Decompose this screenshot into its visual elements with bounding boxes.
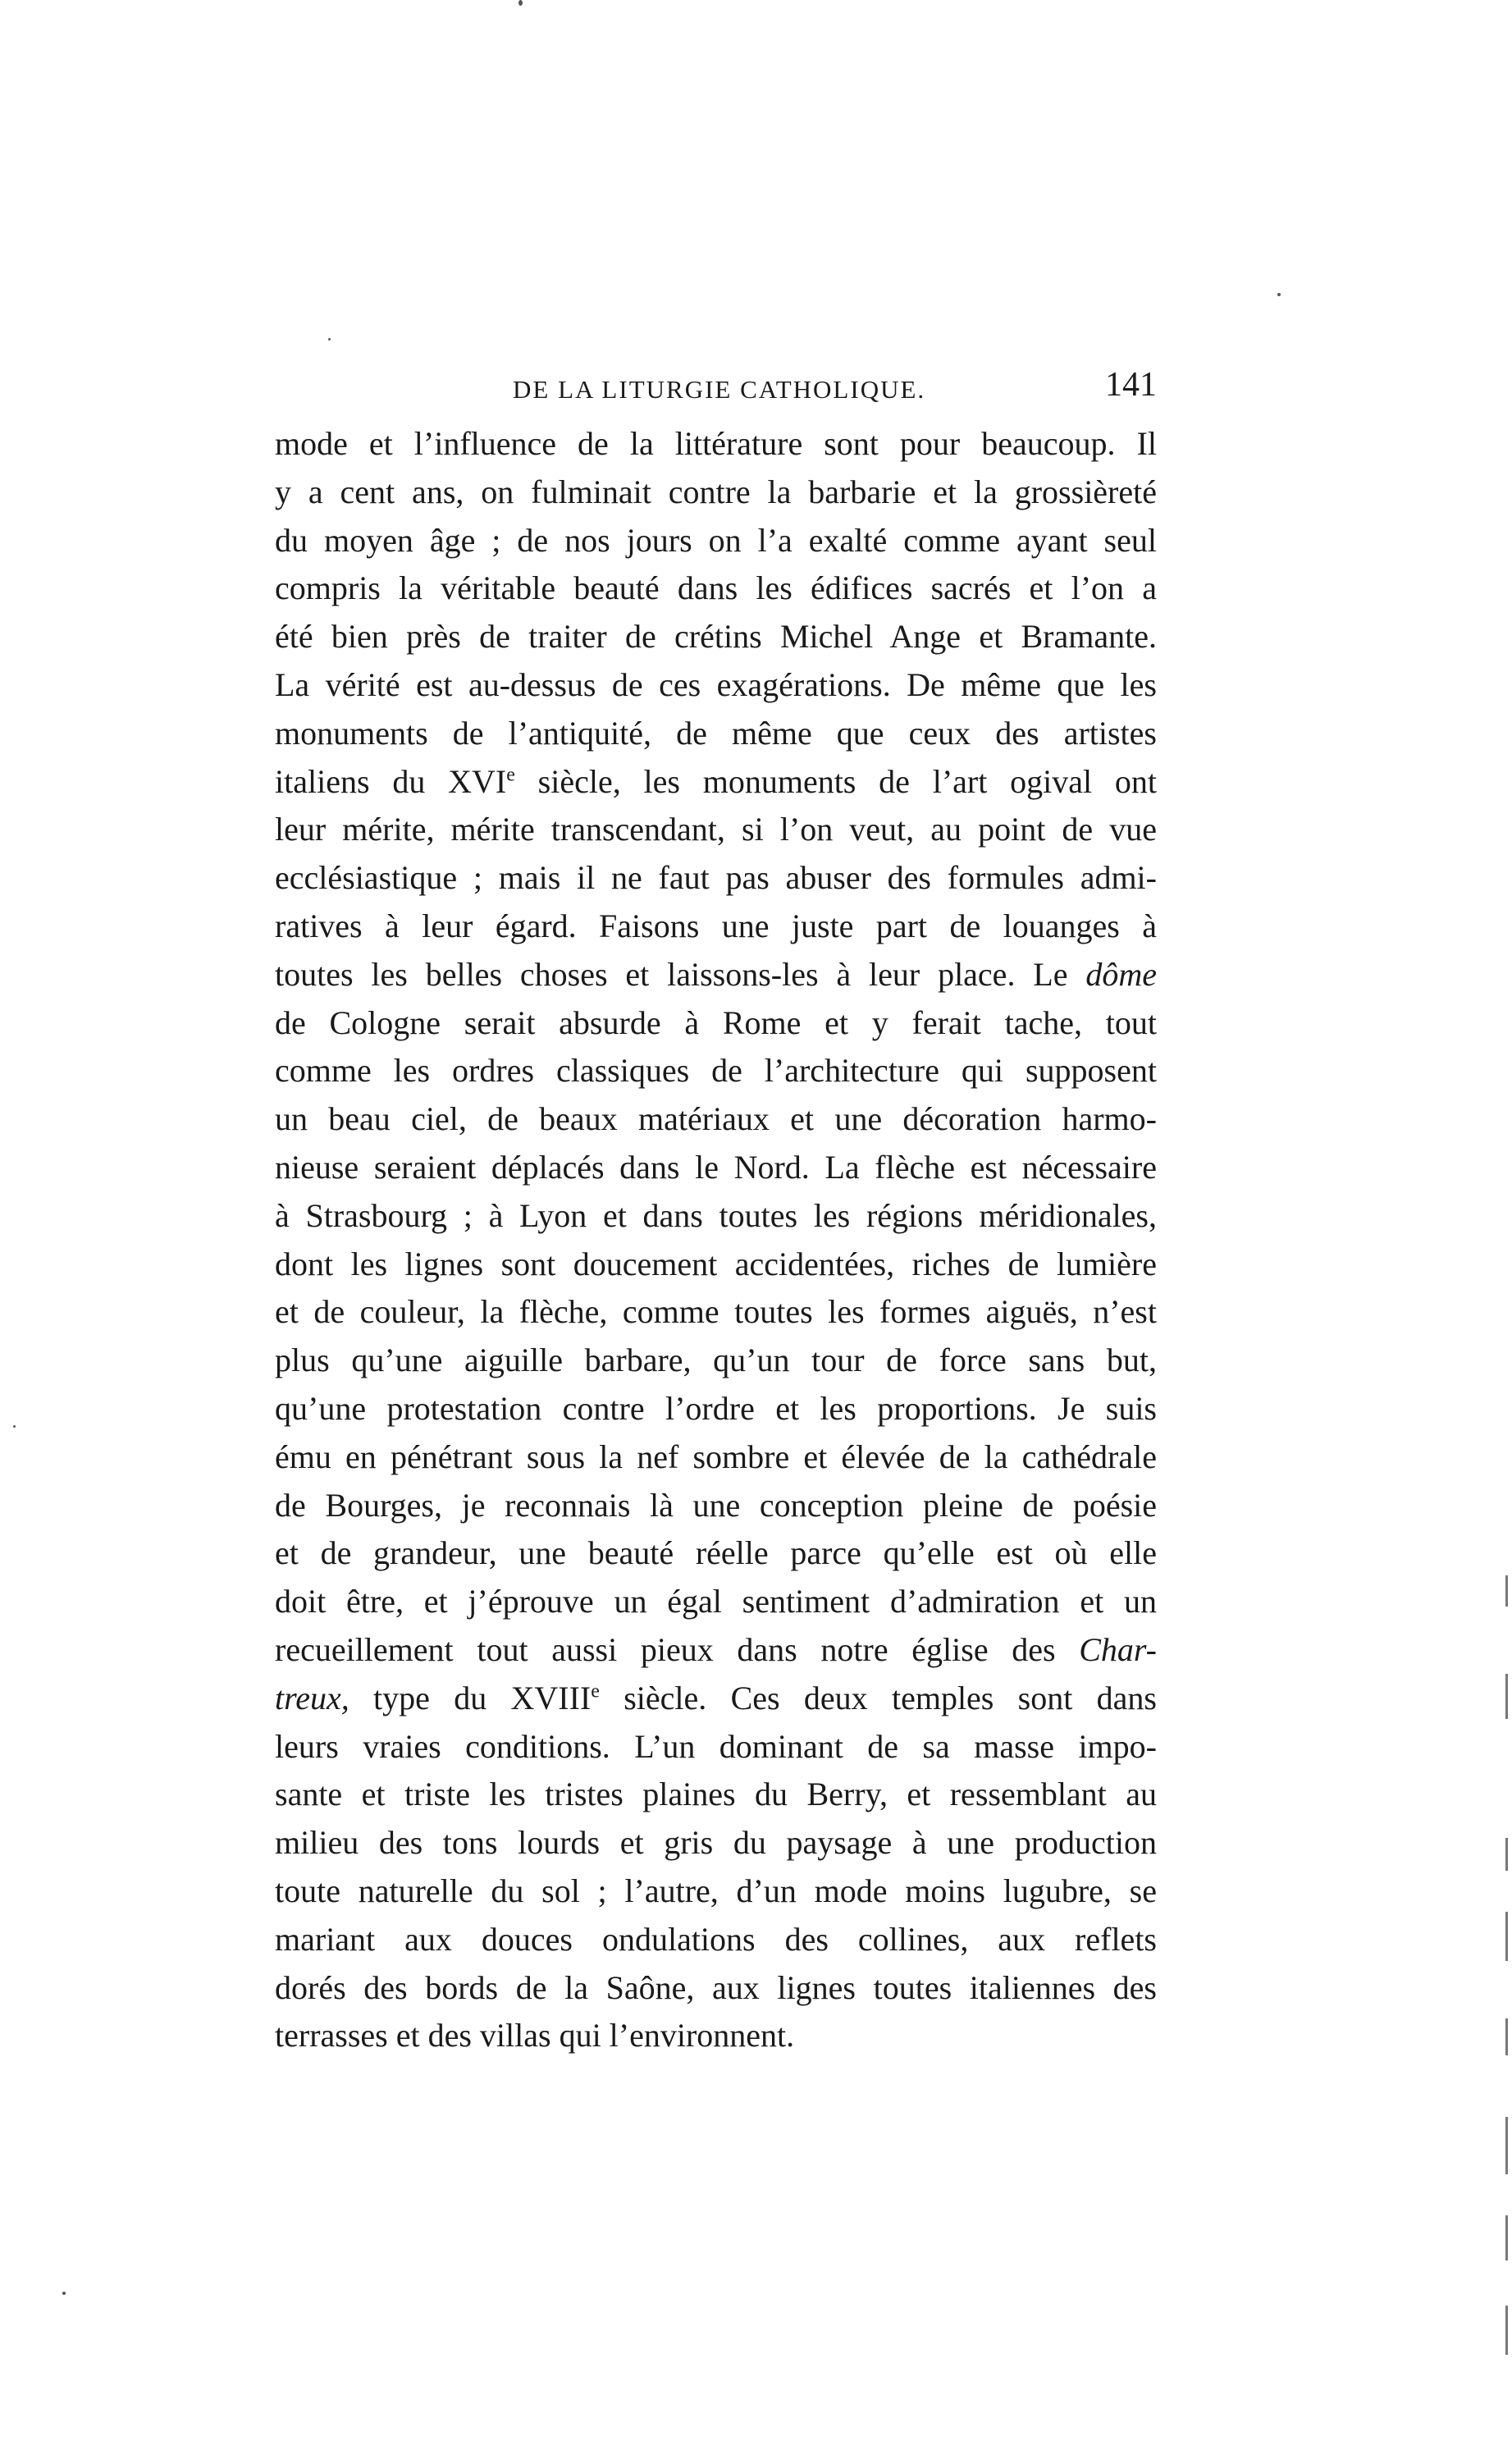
scan-speck <box>328 338 331 341</box>
text-line <box>275 1675 1157 1723</box>
text-line: sante et triste les tristes plaines du Berry, et ressemblant au <box>275 1776 1157 1813</box>
scan-edge-mark <box>1505 2018 1508 2055</box>
page-header <box>275 365 1157 414</box>
text-line: monuments de l’antiquité, de même que ceux des artistes <box>275 714 1157 752</box>
scan-edge-mark <box>1505 2306 1508 2355</box>
text-line: du moyen âge ; de nos jours on l’a exalté comme ayant seul <box>275 521 1157 559</box>
text-line: mode et l’influence de la littérature sont pour beaucoup. Il <box>275 425 1157 462</box>
text-line <box>275 951 1157 999</box>
text-line: dorés des bords de la Saône, aux lignes toutes italiennes des <box>275 1968 1157 2006</box>
scan-edge-mark <box>1505 1912 1508 1961</box>
text-line: un beau ciel, de beaux matériaux et une décoration harmo- <box>275 1100 1157 1138</box>
scan-edge-mark <box>1505 2117 1508 2174</box>
text-line: comme les ordres classiques de l’architecture qui supposent <box>275 1052 1157 1090</box>
text-line: doit être, et j’éprouve un égal sentiment d’admiration et un <box>275 1583 1157 1620</box>
text-line: milieu des tons lourds et gris du paysage à une production <box>275 1824 1157 1862</box>
body-text <box>275 420 1157 2060</box>
text-line: été bien près de traiter de crétins Michel Ange et Bramante. <box>275 618 1157 656</box>
scan-edge-mark <box>1505 1575 1508 1607</box>
text-line: y a cent ans, on fulminait contre la barbarie et la grossièreté <box>275 473 1157 510</box>
scan-speck <box>518 0 523 6</box>
text-line: leurs vraies conditions. L’un dominant de sa masse impo- <box>275 1727 1157 1765</box>
text-line: ratives à leur égard. Faisons une juste part de louanges à <box>275 907 1157 944</box>
scan-speck <box>62 2292 66 2295</box>
text-line: et de couleur, la flèche, comme toutes les formes aiguës, n’est <box>275 1293 1157 1331</box>
text-line <box>275 1626 1157 1675</box>
text-line: nieuse seraient déplacés dans le Nord. La flèche est nécessaire <box>275 1148 1157 1186</box>
text-line: compris la véritable beauté dans les édifices sacrés et l’on a <box>275 569 1157 607</box>
text-line: à Strasbourg ; à Lyon et dans toutes les régions méridionales, <box>275 1196 1157 1234</box>
text-line: ému en pénétrant sous la nef sombre et élevée de la cathédrale <box>275 1438 1157 1475</box>
text-fragment: siècle, les monuments de l’art ogival ont <box>514 762 1157 800</box>
scan-edge-mark <box>1505 1674 1508 1719</box>
text-line: toute naturelle du sol ; l’autre, d’un mode moins lugubre, se <box>275 1872 1157 1909</box>
text-line: leur mérite, mérite transcendant, si l’on veut, au point de vue <box>275 811 1157 848</box>
text-line: plus qu’une aiguille barbare, qu’un tour de force sans but, <box>275 1342 1157 1379</box>
scan-edge-mark <box>1505 2215 1508 2260</box>
text-line: et de grandeur, une beauté réelle parce qu’elle est où elle <box>275 1534 1157 1572</box>
page-number: 141 <box>1105 366 1157 404</box>
text-fragment: toutes les belles choses et laissons-les à leur place. Le <box>275 955 1068 993</box>
running-title: DE LA LITURGIE CATHOLIQUE. <box>513 375 926 404</box>
text-line: La vérité est au-dessus de ces exagérations. De même que les <box>275 665 1157 703</box>
text-line: mariant aux douces ondulations des collines, aux reflets <box>275 1920 1157 1958</box>
text-line: ecclésiastique ; mais il ne faut pas abuser des formules admi- <box>275 859 1157 897</box>
superscript: e <box>591 1680 600 1703</box>
scan-speck <box>13 1425 16 1428</box>
italic-word: Char- <box>1079 1630 1157 1668</box>
text-line: de Bourges, je reconnais là une conception pleine de poésie <box>275 1486 1157 1524</box>
text-fragment: recueillement tout aussi pieux dans notre église des <box>275 1630 1056 1668</box>
text-fragment: italiens du XVI <box>275 762 507 800</box>
text-fragment: siècle. Ces deux temples sont dans <box>599 1679 1157 1716</box>
text-line: de Cologne serait absurde à Rome et y ferait tache, tout <box>275 1003 1157 1041</box>
text-fragment: type du XVIII <box>349 1679 592 1716</box>
superscript: e <box>506 764 515 786</box>
italic-word: treux, <box>275 1679 349 1716</box>
text-line: dont les lignes sont doucement accidentées, riches de lumière <box>275 1245 1157 1282</box>
italic-word: dôme <box>1085 955 1158 993</box>
scan-edge-mark <box>1505 1838 1508 1871</box>
scan-speck <box>1277 293 1281 296</box>
text-line: terrasses et des villas qui l’environnent. <box>275 2017 795 2055</box>
text-line: qu’une protestation contre l’ordre et les proportions. Je suis <box>275 1389 1157 1427</box>
text-line <box>275 758 1157 807</box>
